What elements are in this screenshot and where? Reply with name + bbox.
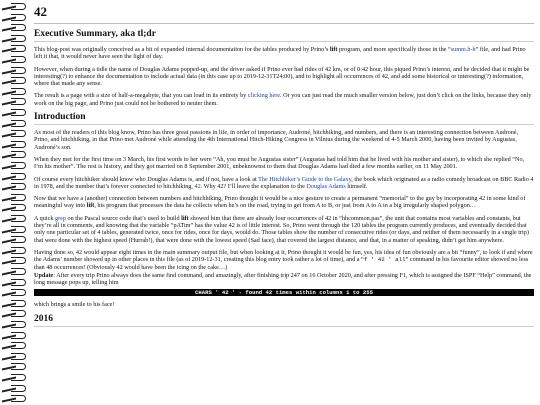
binding-ring	[2, 204, 26, 212]
binding-ring	[2, 88, 26, 96]
text: ” command in his favourite editor showed no less than 48 occurrences! (Obviously 42 would have been the icing on the cake…)	[34, 256, 529, 271]
binding-ring	[2, 300, 26, 308]
binding-ring	[2, 56, 26, 64]
update-bold: Update	[34, 271, 54, 279]
text: Now that we have a (another) connection between numbers and hitchhiking, Prino thought it would be a nice gesture to create a permanent “memorial” to the guy by incorporating 42 in some kind of meaningful way into	[34, 195, 526, 210]
binding-ring	[2, 24, 26, 32]
binding-ring	[2, 321, 26, 329]
grep-link[interactable]: grep	[54, 214, 66, 222]
binding-ring	[2, 226, 26, 234]
paragraph-7	[34, 195, 534, 210]
text: Having done so, 42 would appear eight times in the main summary output file, but when looking at it, Prino thought it would be fun, yes, his idea of fun obviously are a bit “funny”, to look if and where the Adams’ number showed up in other places in this file (as of 2019-12-31, creating this blog entry took rather a lot of time), and a “	[34, 248, 533, 264]
binding-ring	[2, 279, 26, 287]
paragraph-11: which brings a smile to his face!	[34, 301, 115, 309]
binding-ring	[2, 289, 26, 297]
binding-ring	[2, 215, 26, 223]
year-2016-heading: 2016	[34, 314, 534, 327]
lift-bold: lift	[181, 214, 189, 222]
binding-ring	[2, 236, 26, 244]
binding-ring	[2, 332, 26, 340]
binding-ring	[2, 395, 26, 403]
find-command-code: f ' 42 ' all	[363, 256, 406, 264]
binding-ring	[2, 130, 26, 138]
text: , the book which originated as a radio comedy broadcast on BBC Radio 4 in 1978, and the number that’s forever connected to hitchhiking,	[34, 175, 534, 190]
binding-ring	[2, 35, 26, 43]
paragraph-4: As most of the readers of this blog know, Prino has three great passions in life, in order of importance, Audroné, hitchhiking, and numbers, and there is an interesting connection between Audroné, Prino, and hitchhiking, in that Prino met Audroné while attending the 4th International Hitch-Hiking Congress in Vilnius during the weekend of 4-5 March 2000, having been invited by Augustas, Audroné’s son.	[34, 129, 519, 151]
text: ” file, and had Prino left it that, it would never have seen the light of day.	[34, 46, 526, 61]
exec-summary-heading: Executive Summary, aka tl;dr	[34, 29, 534, 42]
binding-ring	[2, 342, 26, 350]
binding-ring	[2, 257, 26, 265]
paragraph-6	[34, 176, 534, 191]
text: showed him that there are already four occurrences of 42 in “hhcommon.pas”, the unit that contains most variables and constants, but they’re all in comments, and knowing that the variable “pATim” has the value 42 is of little interest. So, Prino went through the 120 tables the program currently produces, and eventually decided that only one particular set of 4 tables, generated twice, once for rides, once for days, would do. Those tables show the number of consecutive rides (or days, and neither of them necessarily in a single trip) that were done with the highest speed (Hurrah!), that were done with the lowest speed (Sad face), that covered the largest distance, and that, in a matter of speaking, didn’t get him anywhere.	[34, 214, 529, 244]
paragraph-3	[34, 92, 534, 107]
paragraph-8	[34, 215, 534, 244]
hitchhikers-guide-link[interactable]: The Hitchhiker’s Guide to the Galaxy	[258, 175, 352, 183]
text: . Why 42? I’ll leave the explanation to the	[200, 182, 307, 190]
text: A quick	[34, 214, 55, 222]
paragraph-1	[34, 46, 534, 61]
page-number-heading: 42	[34, 4, 534, 24]
spiral-binding	[0, 0, 27, 405]
binding-ring	[2, 3, 26, 11]
binding-ring	[2, 194, 26, 202]
binding-ring	[2, 363, 26, 371]
binding-ring	[2, 162, 26, 170]
binding-ring	[2, 268, 26, 276]
clicking-here-link[interactable]: clicking here	[247, 92, 281, 100]
text: The result is a page with a size of half-a-megabyte, that you can load in its entirety by	[34, 92, 248, 100]
text: himself.	[345, 182, 368, 190]
binding-ring	[2, 141, 26, 149]
text: on the Pascal source code that’s used to build	[65, 214, 182, 222]
text: Of course every hitchhiker should know who Douglas Adams is, and if not, have a look at	[34, 175, 259, 183]
binding-ring	[2, 14, 26, 22]
paragraph-9	[34, 249, 534, 271]
lift-bold: lift	[86, 202, 95, 210]
binding-ring	[2, 45, 26, 53]
document-page	[34, 0, 534, 405]
binding-ring	[2, 385, 26, 393]
summ-link[interactable]: summ.h-h	[450, 46, 476, 53]
terminal-message: CHARS ' 42 ' - found 42 times within columns 1 to 255	[34, 289, 534, 296]
text: , his program that processes the data he collects when he’s on the road, trying to get from A to B, or just from A to A in a big irregularly shaped polygon…	[94, 202, 476, 210]
binding-ring	[2, 310, 26, 318]
binding-ring	[2, 109, 26, 117]
binding-ring	[2, 353, 26, 361]
binding-ring	[2, 98, 26, 106]
text: : After every trip Prino always does the same find command, and amazingly, after finishing trip 247 on 16 October 2020, and after pressing F1, which is assigned the ISPF “Help” command, the long message pops up, telling him	[34, 271, 532, 287]
lift-bold: lift	[329, 46, 338, 53]
paragraph-2: However, when during a tidle the name of Douglas Adams popped-up, and the driver asked if Prino ever had rides of 42 km, or of 0:42 hour, this piqued Prino’s interest, and he decided that it might be interesting(?) to enhance the documentation to include actual data (in this case up to 2019-12-31T24:00), and to highlight all occurrences of 42, and add some historical or interesting(?) information, where that made any sense.	[34, 65, 530, 88]
binding-ring	[2, 374, 26, 382]
binding-ring	[2, 120, 26, 128]
binding-ring	[2, 77, 26, 85]
binding-ring	[2, 173, 26, 181]
binding-ring	[2, 247, 26, 255]
text: program, and more specifically those in the “	[337, 46, 451, 53]
douglas-adams-link[interactable]: Douglas Adams	[306, 182, 346, 190]
introduction-heading: Introduction	[34, 112, 534, 125]
binding-ring	[2, 67, 26, 75]
binding-ring	[2, 151, 26, 159]
text: This blog-post was originally conceived as a bit of expanded internal documentation for the tables produced by Prino’s	[34, 46, 330, 53]
paragraph-10	[34, 272, 534, 287]
link-42[interactable]: 42	[194, 182, 201, 190]
text: . Or you can just read the much smaller version below, just don’t click on the links, because they only work on the big page, and Prino just could not be bothered to neuter them.	[34, 92, 532, 107]
binding-ring	[2, 183, 26, 191]
paragraph-5: When they met for the first time on 3 March, his first words to her were “Ah, you must be Augustas sister” (Augustas had told him that he lived with his mother and sister), to which she replied “No, I’m his mother”. The rest is history, and they got married on 8 September 2001, unbeknownst to them that Douglas Adams had died a few months earlier, on 11 May 2001.	[34, 155, 525, 171]
